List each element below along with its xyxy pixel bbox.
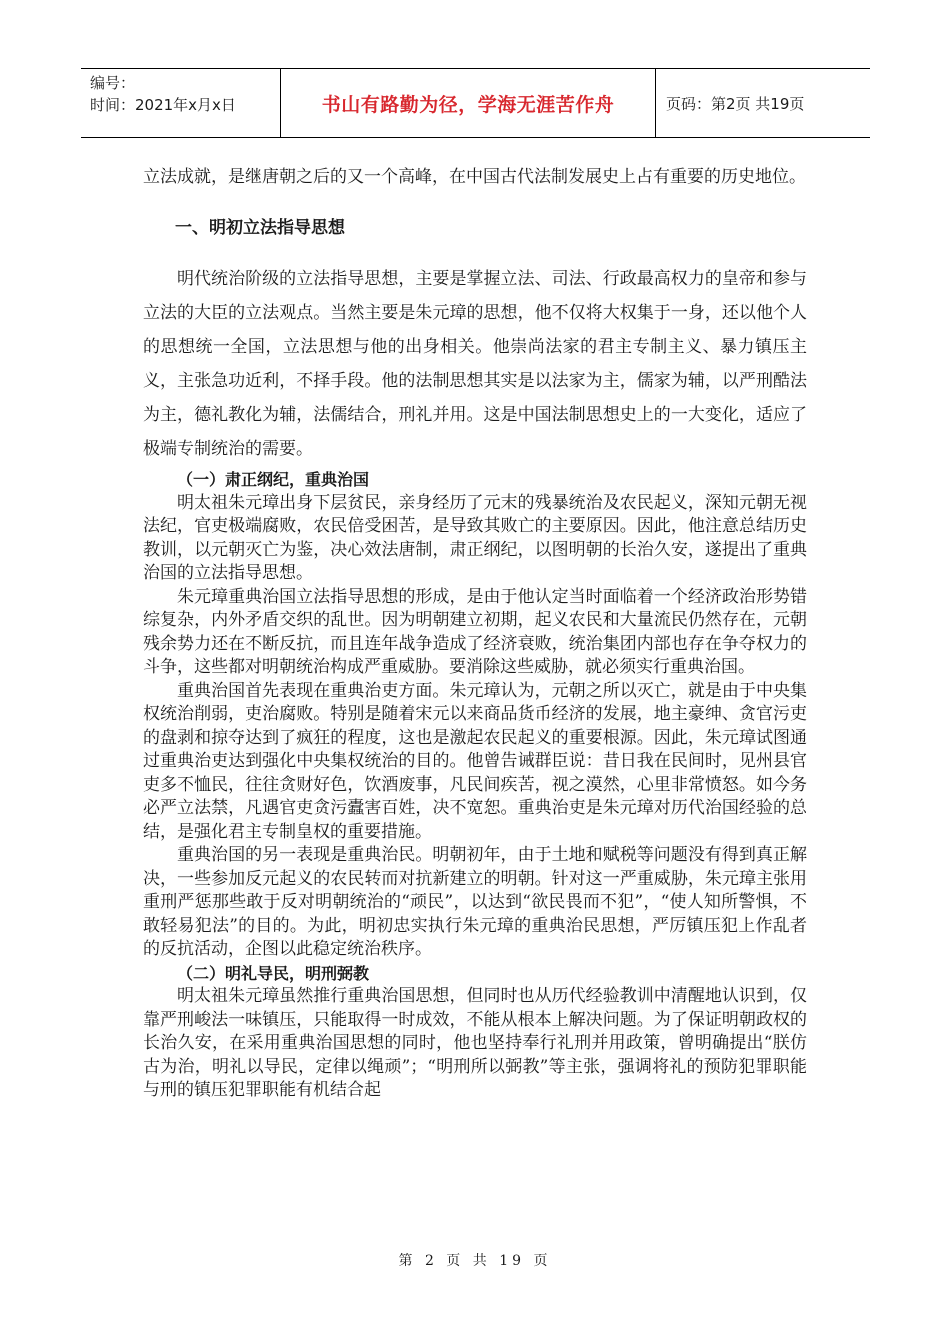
intro-paragraph: 立法成就，是继唐朝之后的又一个高峰，在中国古代法制发展史上占有重要的历史地位。 bbox=[143, 167, 806, 187]
paragraph: 朱元璋重典治国立法指导思想的形成，是由于他认定当时面临着一个经济政治形势错综复杂，内外矛盾交织的乱世。因为明朝建立初期，起义农民和大量流民仍然存在，元朝残余势力还在不断反抗，而且连年战争造成了经济衰败，统治集团内部也存在争夺权力的斗争，这些都对明朝统治构成严重威胁。要消除这些威胁，就必须实行重典治国。 bbox=[143, 586, 807, 677]
header-meta bbox=[81, 69, 281, 137]
section-paragraph: 明代统治阶级的立法指导思想，主要是掌握立法、司法、行政最高权力的皇帝和参与立法的大臣的立法观点。当然主要是朱元璋的思想，他不仅将大权集于一身，还以他个人的思想统一全国，立法思想与他的出身相关。他崇尚法家的君主专制主义、暴力镇压主义，主张急功近利，不择手段。他的法制思想其实是以法家为主，儒家为辅，以严刑酷法为主，德礼教化为辅，法儒结合，刑礼并用。这是中国法制思想史上的一大变化，适应了极端专制统治的需要。 bbox=[143, 269, 807, 459]
document-body bbox=[143, 160, 807, 1103]
subsection-heading: （一）肃正纲纪，重典治国 bbox=[177, 470, 370, 489]
page-footer: 第 2 页 共 19 页 bbox=[398, 1253, 552, 1269]
header-page-info: 页码：第2页 共19页 bbox=[666, 94, 805, 113]
paragraph: 明太祖朱元璋虽然推行重典治国思想，但同时也从历代经验教训中清醒地认识到，仅靠严刑峻法一味镇压，只能取得一时成效，不能从根本上解决问题。为了保证明朝政权的长治久安，在采用重典治国思想的同时，他也坚持奉行礼刑并用政策，曾明确提出“朕仿古为治，明礼以导民，定律以绳顽”；“明刑所以弼教”等主张，强调将礼的预防犯罪职能与刑的镇压犯罪职能有机结合起 bbox=[143, 986, 807, 1100]
subsection-heading: （二）明礼导民，明刑弼教 bbox=[177, 963, 370, 983]
header-motto: 书山有路勤为径，学海无涯苦作舟 bbox=[281, 69, 656, 137]
date-label: 时间：2021年x月x日 bbox=[90, 96, 236, 114]
paragraph: 重典治国的另一表现是重典治民。明朝初年，由于土地和赋税等问题没有得到真正解决，一些参加反元起义的农民转而对抗新建立的明朝。针对这一严重威胁，朱元璋主张用重刑严惩那些敢于反对明朝统治的“顽民”，以达到“欲民畏而不犯”，“使人知所警惧，不敢轻易犯法”的目的。为此，明初忠实执行朱元璋的重典治民思想，严厉镇压犯上作乱者的反抗活动，企图以此稳定统治秩序。 bbox=[143, 845, 807, 959]
paragraph: 重典治国首先表现在重典治吏方面。朱元璋认为，元朝之所以灭亡，就是由于中央集权统治削弱，吏治腐败。特别是随着宋元以来商品货币经济的发展，地主豪绅、贪官污吏的盘剥和掠夺达到了疯狂的程度，这也是激起农民起义的重要根源。因此，朱元璋试图通过重典治吏达到强化中央集权统治的目的。他曾告诫群臣说：昔日我在民间时，见州县官吏多不恤民，往往贪财好色，饮酒废事，凡民间疾苦，视之漠然，心里非常愤怒。如今务必严立法禁，凡遇官吏贪污蠹害百姓，决不宽恕。重典治吏是朱元璋对历代治国经验的总结，是强化君主专制皇权的重要措施。 bbox=[143, 680, 807, 842]
page-header bbox=[81, 68, 870, 138]
paragraph: 明太祖朱元璋出身下层贫民，亲身经历了元末的残暴统治及农民起义，深知元朝无视法纪，官吏极端腐败，农民倍受困苦，是导致其败亡的主要原因。因此，他注意总结历史教训，以元朝灭亡为鉴，决心效法唐制，肃正纲纪，以图明朝的长治久安，遂提出了重典治国的立法指导思想。 bbox=[143, 492, 807, 583]
number-label: 编号： bbox=[90, 74, 136, 92]
section-heading: 一、明初立法指导思想 bbox=[175, 218, 345, 238]
